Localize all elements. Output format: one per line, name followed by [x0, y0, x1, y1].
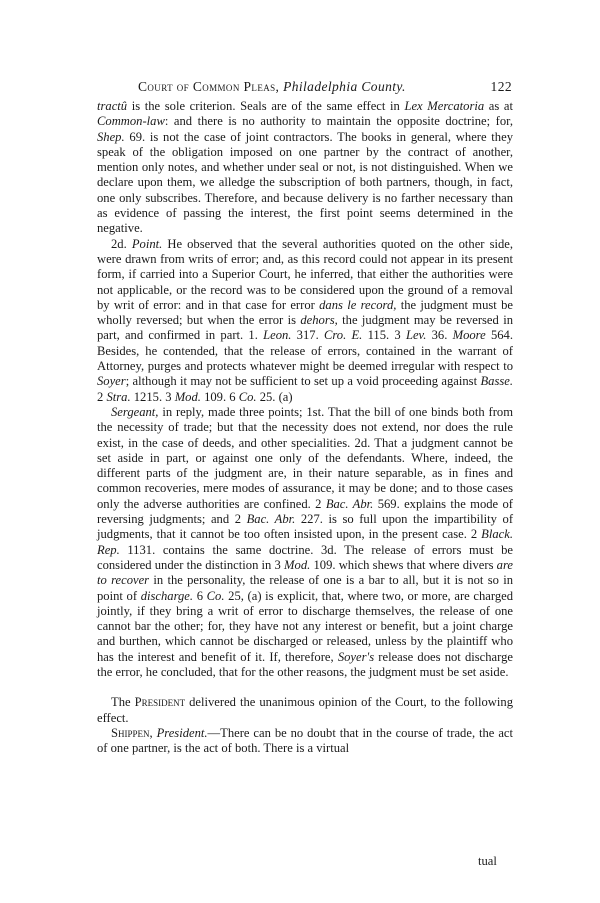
- text-run: 25. (a): [256, 389, 293, 404]
- text-run: in the personality, the release of one is a bar to all, but it is not so in point of: [97, 573, 513, 603]
- text-run: 569. explains the mode of reversing judgments; and 2: [97, 496, 514, 527]
- text-run: The: [111, 695, 135, 710]
- italic-run: Co.: [238, 389, 257, 404]
- text-run: 2: [97, 389, 107, 404]
- text-run: 25, (a) is explicit, that, where two, or more, are charged jointly, if they bring a writ of error to discharge themselves, the release of one cannot bar the other; for, they have not any interest or benefit, but a joint charge and burthen, which cannot be discharged or released, unless by the plaintiff who has the interest and benefit of it. If, therefore,: [97, 588, 513, 664]
- italic-run: Co.: [206, 588, 225, 603]
- italic-run: Black. Rep.: [97, 527, 513, 557]
- catchword: tual: [478, 854, 497, 868]
- italic-run: Lex Mercatoria: [404, 99, 485, 113]
- italic-run: discharge.: [140, 588, 194, 603]
- text-run: delivered the unanimous opinion of the Court, to the following effect.: [97, 695, 513, 725]
- running-title: [138, 79, 406, 95]
- running-header: [98, 79, 512, 97]
- text-run: 1215. 3: [130, 389, 175, 404]
- italic-run: Leon.: [263, 328, 292, 343]
- italic-run: Mod.: [174, 389, 201, 404]
- italic-run: are to recover: [97, 557, 513, 588]
- text-run: He observed that the several authorities quoted on the other side, were drawn from writs of error; and, as this record could not appear in its present form, if carried into a Superior Court, he inferred, that either the authorities were not applicable, or the record was to be considered upon the ground of a removal by writ of error: and in that case for error: [97, 236, 513, 312]
- paragraph: [97, 405, 513, 680]
- text-run: release does not discharge the error, he concluded, that for the other reasons, the judgment must be set aside.: [97, 649, 514, 679]
- italic-run: Basse.: [480, 374, 513, 389]
- text-run: as at: [484, 99, 513, 113]
- italic-run: tractû: [97, 99, 128, 113]
- text-run: 317.: [291, 328, 324, 343]
- italic-run: President.: [156, 725, 208, 740]
- text-run: ; although it may not be sufficient to set up a void proceeding against: [125, 374, 481, 389]
- italic-run: Shep.: [97, 129, 125, 144]
- italic-run: Moore: [452, 328, 486, 343]
- italic-run: Lev.: [405, 328, 427, 343]
- text-run: 69. is not the case of joint contractors. The books in general, where they speak of the obligation imposed on one partner by the contract of another, mention only notes, and whether under seal or not, is not distinguished. When we declare upon them, we alledge the subscription of both partners, though, in fact, one only subscribes. Therefore, and because delivery is no farther necessary than as evidence of passing the interest, the first point seems determined in the negative.: [97, 129, 513, 236]
- running-title-court: Court of: [138, 79, 193, 94]
- italic-run: Mod.: [284, 557, 311, 572]
- italic-run: Bac. Abr.: [246, 512, 296, 527]
- paragraph: [97, 695, 513, 726]
- text-run: 115. 3: [362, 328, 406, 343]
- text-run: 6: [193, 588, 207, 603]
- text-run: 227. is so full upon the impartibility of judgments, that it cannot be too often insisted upon, in the present case. 2: [97, 512, 514, 542]
- running-title-place: Philadelphia County.: [283, 79, 406, 94]
- page-number: 122: [490, 79, 512, 94]
- italic-run: Cro. E.: [323, 328, 363, 343]
- italic-run: Sergeant,: [111, 404, 159, 419]
- italic-run: Soyer's: [337, 649, 375, 664]
- small-caps-run: Shippen,: [111, 725, 153, 740]
- text-run: 564. Besides, he contended, that the release of errors, contained in the warrant of Attorney, purges and protects whatever might be deemed irregular with respect to: [97, 328, 513, 374]
- text-run: is the sole criterion. Seals are of the same effect in: [127, 99, 405, 113]
- text-run: in reply, made three points; 1st. That the bill of one binds both from the necessity of trade; but that the necessity does not extend, nor does the rule exist, in the case of deeds, and other specialities. 2d. That a judgment cannot be set aside in part, or against one only of the defendants. Where, indeed, the different parts of the judgment are, in their nature separable, as in fines and common recoveries, mere modes of assurance, it may be done; and to those cases only the adverse authorities are confined. 2: [97, 404, 513, 511]
- running-title-pleas: Common Pleas,: [192, 79, 284, 94]
- italic-run: Bac. Abr.: [325, 496, 374, 511]
- italic-run: Soyer: [97, 374, 126, 389]
- text-run: the judgment may be reversed in part, and confirmed in part. 1.: [97, 313, 513, 343]
- text-run: : and there is no authority to maintain the opposite doctrine; for,: [164, 114, 513, 129]
- text-run: 109. which shews that where divers: [310, 557, 497, 572]
- text-run: 109. 6: [200, 389, 239, 404]
- paragraph: [97, 237, 513, 405]
- text-run: 2d.: [111, 236, 132, 251]
- paragraph: [97, 99, 513, 237]
- italic-run: Point.: [131, 236, 163, 251]
- text-run: —There can be no doubt that in the course of trade, the act of one partner, is the act of both. There is a virtual: [97, 725, 513, 756]
- body-text: [97, 99, 513, 756]
- italic-run: dehors,: [300, 313, 338, 328]
- text-run: the judgment must be wholly reversed; but when the error is: [97, 297, 513, 328]
- text-run: 1131. contains the same doctrine. 3d. The release of errors must be considered under the distinction in 3: [97, 542, 513, 572]
- italic-run: Common-law: [97, 114, 165, 129]
- italic-run: Stra.: [106, 389, 131, 404]
- italic-run: dans le record,: [319, 297, 397, 312]
- small-caps-run: President: [134, 695, 186, 710]
- text-run: 36.: [426, 328, 453, 343]
- paragraph: [97, 726, 513, 757]
